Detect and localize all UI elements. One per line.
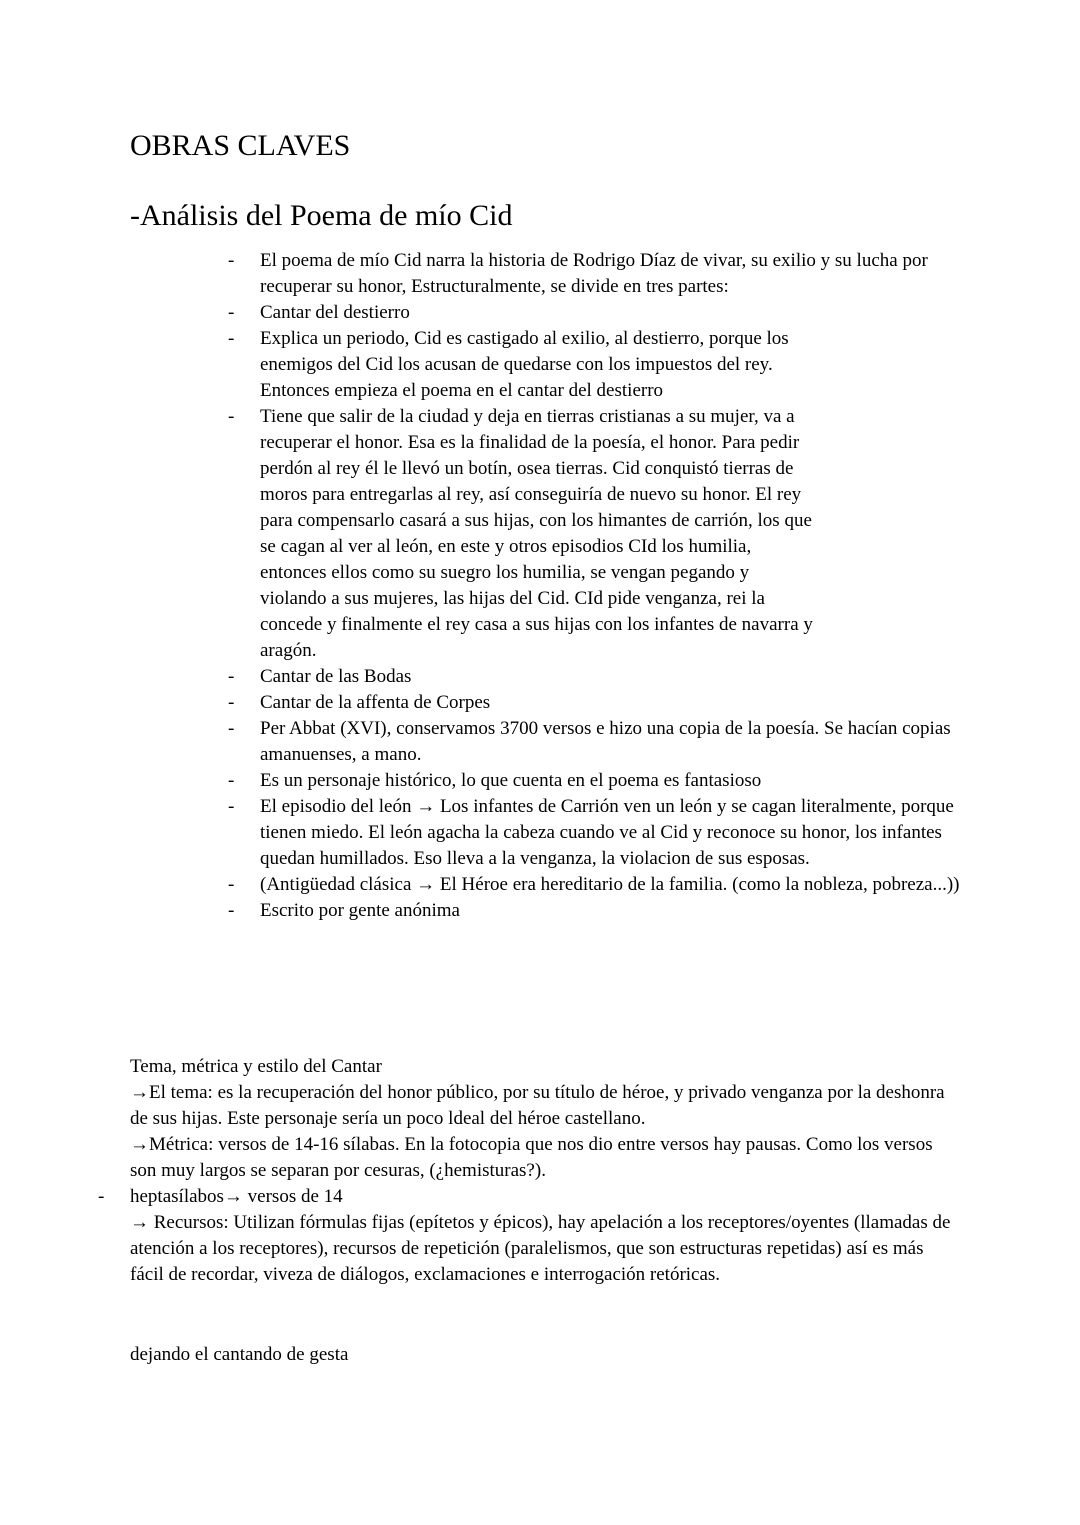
bullet-antiguedad: - (Antigüedad clásica → El Héroe era hereditario de la familia. (como la nobleza, pobreza...)) [260,872,960,898]
bullet-anonima: - Escrito por gente anónima [260,898,960,924]
main-bullet-list [260,248,960,924]
sub-sub-bullet-list [260,326,820,664]
bullet-heptasilabos: - heptasílabos→ versos de 14 [130,1184,960,1210]
tema-title: Tema, métrica y estilo del Cantar [130,1056,382,1077]
bullet-destierro-2: - Tiene que salir de la ciudad y deja en tierras cristianas a su mujer, va a recuperar el honor. Esa es la finalidad de la poesía, el honor. Para pedir perdón al rey él le llevó un botín, osea tierras. Cid conquistó tierras de moros para entregarlas al rey, así conseguiría de nuevo su honor. El rey para compensarlo casará a sus hijas, con los himantes de carrión, los que se cagan al ver al león, en este y otros episodios CId los humilia, entonces ellos como su suegro los humilia, se vengan pegando y violando a sus mujeres, las hijas del Cid. CId pide venganza, rei la concede y finalmente el rey casa a sus hijas con los infantes de navarra y aragón. [260,404,820,664]
bullet-intro [260,248,960,716]
bullet-historico: - Es un personaje histórico, lo que cuenta en el poema es fantasioso [260,768,960,794]
bullet-text: El poema de mío Cid narra la historia de Rodrigo Díaz de vivar, su exilio y su lucha por recuperar su honor, Estructuralmente, se divide en tres partes: [260,250,928,297]
metrica-bullet-list [130,1184,960,1210]
bullet-cantar-bodas: - Cantar de las Bodas [260,664,960,690]
tema-section [130,1054,960,1288]
bullet-cantar-afrenta: - Cantar de la affenta de Corpes [260,690,960,716]
bullet-destierro-1: - Explica un periodo, Cid es castigado al exilio, al destierro, porque los enemigos del Cid los acusan de quedarse con los impuestos del rey. Entonces empieza el poema en el cantar del destierro [260,326,820,404]
recursos-paragraph: → Recursos: Utilizan fórmulas fijas (epítetos y épicos), hay apelación a los receptores/oyentes (llamadas de atención a los receptores), recursos de repetición (paralelismos, que son estructuras repetidas) así es más fácil de recordar, viveza de diálogos, exclamaciones e interrogación retóricas. [130,1212,951,1285]
sub-bullet-list [260,300,960,716]
bullet-per-abbat: - Per Abbat (XVI), conservamos 3700 versos e hizo una copia de la poesía. Se hacían copias amanuenses, a mano. [260,716,960,768]
metrica-paragraph: →Métrica: versos de 14-16 sílabas. En la fotocopia que nos dio entre versos hay pausas. Como los versos son muy largos se separan por cesuras, (¿hemisturas?). [130,1134,933,1181]
bullet-text: Cantar del destierro [260,302,410,323]
closing-line: dejando el cantando de gesta [130,1344,349,1365]
bullet-cantar-destierro [260,300,960,664]
tema-paragraph: →El tema: es la recuperación del honor público, por su título de héroe, y privado venganza por la deshonra de sus hijas. Este personaje sería un poco ldeal del héroe castellano. [130,1082,945,1129]
bullet-leon: - El episodio del león → Los infantes de Carrión ven un león y se cagan literalmente, porque tienen miedo. El león agacha la cabeza cuando ve al Cid y reconoce su honor, los infantes quedan humillados. Eso lleva a la venganza, la violacion de sus esposas. [260,794,960,872]
section-title: -Análisis del Poema de mío Cid [130,199,513,232]
document-heading: OBRAS CLAVES [130,129,351,162]
